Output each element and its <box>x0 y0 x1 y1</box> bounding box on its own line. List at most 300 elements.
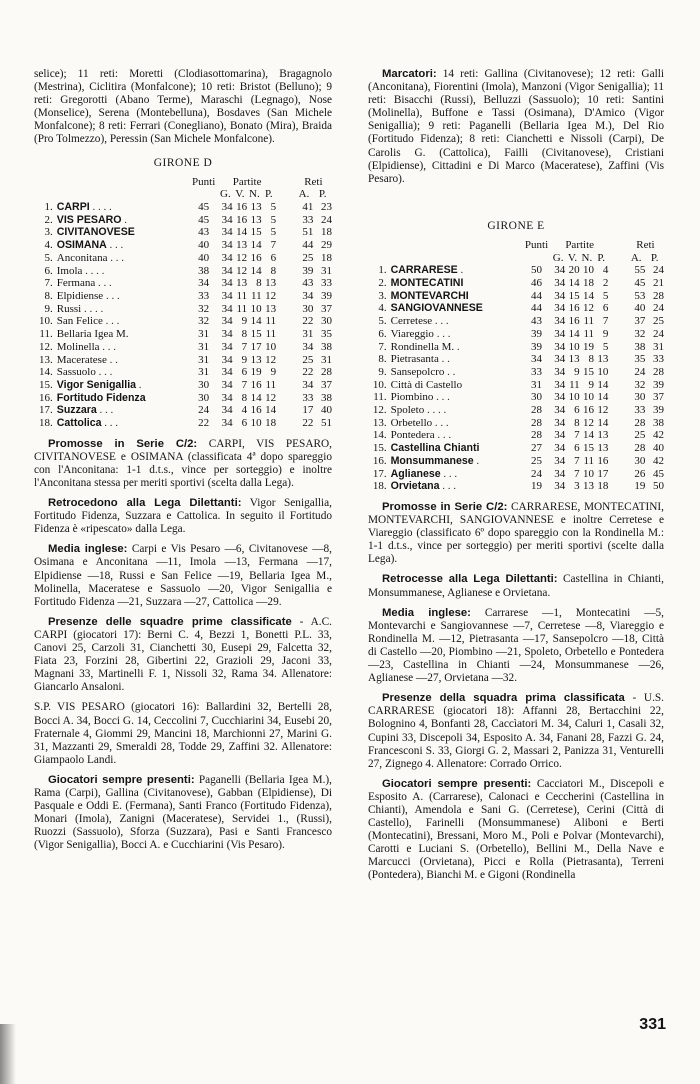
team-name-cell <box>391 404 523 417</box>
cell-p: 6 <box>270 251 277 264</box>
cell-g: 34 <box>221 277 233 290</box>
cell-ra: 37 <box>321 378 332 391</box>
cell-p: 5 <box>270 213 277 226</box>
cell-n: 10 <box>583 467 595 480</box>
cell-ra: 42 <box>653 429 664 442</box>
team-name: Vigor Senigallia <box>56 378 137 391</box>
leader-dots: . . . . <box>89 201 112 214</box>
cell-pts: 40 <box>198 239 210 252</box>
cell-g: 34 <box>554 454 566 467</box>
cell-p: 7 <box>270 239 277 252</box>
cell-pts: 40 <box>198 251 210 264</box>
team-name: Aglianese <box>390 467 441 480</box>
leader-dots: . <box>457 264 464 277</box>
cell-v: 16 <box>236 213 248 226</box>
cell-ra: 45 <box>653 467 664 480</box>
cell-n: 10 <box>583 264 595 277</box>
cell-v: 14 <box>568 327 580 340</box>
cell-g: 34 <box>221 353 233 366</box>
team-name: Fermana <box>56 277 96 290</box>
cell-rf: 25 <box>634 429 646 442</box>
cell-n: 11 <box>583 454 595 467</box>
leader-dots: . . . <box>434 429 452 442</box>
cell-pts: 45 <box>198 201 210 214</box>
col-p: P. <box>265 188 273 201</box>
cell-g: 34 <box>221 328 233 341</box>
cell-v: 16 <box>236 201 248 214</box>
team-name: Pietrasanta <box>390 353 439 366</box>
cell-rf: 33 <box>302 213 314 226</box>
table-row <box>368 455 664 468</box>
cell-n: 15 <box>250 226 262 239</box>
team-name: Suzzara <box>56 404 97 417</box>
cell-ra: 50 <box>653 480 664 493</box>
team-name: Monsummanese <box>390 454 474 467</box>
cell-p: 14 <box>597 391 609 404</box>
team-name-cell <box>391 328 523 341</box>
cell-g: 34 <box>554 327 566 340</box>
table-row <box>34 328 332 341</box>
spacer-cell <box>276 417 295 430</box>
cell-rf: 40 <box>634 302 646 315</box>
cell-pos: 16. <box>39 391 53 404</box>
cell-ra: 51 <box>321 417 332 430</box>
cell-rf: 30 <box>634 391 646 404</box>
cell-pos: 4. <box>44 239 53 252</box>
cell-v: 11 <box>569 378 580 391</box>
cell-v: 6 <box>241 417 248 430</box>
col-partite: Partite <box>232 175 262 188</box>
cell-ra: 18 <box>321 226 332 239</box>
cell-rf: 17 <box>302 404 314 417</box>
cell-pos: 3. <box>378 289 387 302</box>
table-row <box>34 214 332 227</box>
cell-ra: 31 <box>321 353 332 366</box>
cell-g: 34 <box>554 353 566 366</box>
spacer-cell <box>608 341 627 354</box>
table-row <box>368 264 664 277</box>
cell-n: 14 <box>250 315 262 328</box>
spacer-cell <box>608 290 627 303</box>
cell-v: 7 <box>241 340 248 353</box>
cell-p: 12 <box>265 353 277 366</box>
leader-dots: . . . <box>432 416 449 429</box>
leader-dots: . <box>454 340 460 353</box>
cell-pos: 9. <box>44 302 53 315</box>
col-reti: Reti <box>304 175 323 188</box>
team-name-cell <box>391 302 523 315</box>
cell-n: 16 <box>250 404 262 417</box>
cell-rf: 22 <box>302 366 314 379</box>
spacer-cell <box>276 303 295 316</box>
leader-dots: . . . <box>433 391 450 404</box>
cell-pos: 16. <box>372 454 387 467</box>
page-number: 331 <box>639 1016 666 1033</box>
cell-p: 5 <box>270 201 277 214</box>
team-name: Molinella <box>56 340 100 353</box>
girone-e-standings <box>368 239 664 493</box>
cell-pos: 1. <box>378 264 387 277</box>
cell-n: 10 <box>583 391 595 404</box>
team-name-cell <box>391 353 523 366</box>
table-row <box>368 341 664 354</box>
table-row <box>34 252 332 265</box>
cell-rf: 32 <box>634 378 646 391</box>
cell-g: 34 <box>554 264 566 277</box>
spacer-cell <box>276 201 295 214</box>
media-inglese-d: Media inglese: Carpi e Vis Pesaro —6, Civitanovese —8, Osimana e Anconitana —11, Imola —13, Fermana —17, Elpidiense —18, Russi e San Felice —19, Bellaria Igea M., Molinella, Maceratese e Sassuolo —20, Vigor Senigallia e Fortitudo Fidenza —21, Suzzara —27, Cattolica —29. <box>34 543 332 608</box>
team-name: Città di Castello <box>390 378 463 391</box>
cell-n: 13 <box>250 353 262 366</box>
cell-n: 16 <box>250 378 262 391</box>
cell-rf: 38 <box>634 340 646 353</box>
cell-g: 34 <box>554 442 566 455</box>
leader-dots: . . . . <box>81 302 104 315</box>
team-name: Orbetello <box>390 416 433 429</box>
team-name: Cattolica <box>56 417 102 430</box>
cell-ra: 33 <box>321 277 332 290</box>
cell-pts: 30 <box>198 391 210 404</box>
cell-ra: 24 <box>321 213 332 226</box>
cell-g: 34 <box>221 213 233 226</box>
team-name-cell <box>57 354 189 367</box>
table-row <box>368 366 664 379</box>
table-row <box>34 354 332 367</box>
table-row <box>34 201 332 214</box>
table-row <box>368 480 664 493</box>
team-name-cell <box>391 391 523 404</box>
team-name-cell <box>57 277 189 290</box>
cell-rf: 34 <box>302 378 314 391</box>
table-row <box>34 341 332 354</box>
cell-v: 8 <box>241 328 248 341</box>
table-row <box>34 392 332 405</box>
cell-ra: 25 <box>653 315 664 328</box>
team-name: CIVITANOVESE <box>56 226 135 239</box>
cell-pos: 15. <box>372 442 387 455</box>
spacer-cell <box>276 239 295 252</box>
cell-v: 9 <box>241 353 248 366</box>
presenze-d: Presenze delle squadre prime classificate - A.C. CARPI (giocatori 17): Berni C. 4, Bezzi 1, Bonetti P.L. 33, Canovi 25, Carzoli 31, Cianchetti 30, Eusepi 29, Falcetta 32, Fiata 23, Forzini 28, Gibertini 22, Grazioli 29, Jaconi 33, Magnani 33, Martinelli F. 1, Nissoli 32, Rama 34. Allenatore: Giancarlo Ansaloni. <box>34 615 332 694</box>
cell-v: 7 <box>574 454 580 467</box>
cell-g: 34 <box>221 226 233 239</box>
col-pp: P. <box>650 251 659 264</box>
cell-rf: 37 <box>634 315 646 328</box>
spacer-cell <box>276 354 295 367</box>
cell-rf: 32 <box>634 327 646 340</box>
team-name-cell <box>57 341 189 354</box>
cell-v: 8 <box>241 391 248 404</box>
cell-rf: 19 <box>634 480 646 493</box>
table-row <box>368 391 664 404</box>
table-row <box>368 404 664 417</box>
spacer-cell <box>276 290 295 303</box>
cell-pos: 10. <box>39 315 53 328</box>
team-name: Anconitana <box>56 251 108 264</box>
cell-ra: 24 <box>653 302 664 315</box>
cell-v: 9 <box>574 365 580 378</box>
col-p: P. <box>597 251 606 264</box>
cell-g: 34 <box>221 315 233 328</box>
cell-p: 12 <box>265 391 277 404</box>
team-name-cell <box>391 264 523 277</box>
leader-dots: . . . <box>101 417 118 430</box>
cell-p: 9 <box>602 327 609 340</box>
spacer-cell <box>608 417 627 430</box>
team-name-cell <box>57 417 189 430</box>
cell-pos: 9. <box>378 365 387 378</box>
cell-pts: 33 <box>198 289 210 302</box>
cell-g: 34 <box>554 480 566 493</box>
cell-ra: 40 <box>321 404 332 417</box>
spacer-cell <box>276 315 295 328</box>
col-reti: Reti <box>636 238 655 251</box>
cell-rf: 43 <box>302 277 314 290</box>
cell-n: 13 <box>250 213 262 226</box>
team-name-cell <box>57 379 189 392</box>
cell-v: 10 <box>568 391 580 404</box>
cell-n: 13 <box>250 201 262 214</box>
team-name: MONTEVARCHI <box>390 289 469 302</box>
cell-g: 34 <box>554 315 566 328</box>
table-row <box>368 442 664 455</box>
team-name-cell <box>391 341 523 354</box>
cell-v: 13 <box>236 277 248 290</box>
spacer-cell <box>276 392 295 405</box>
cell-rf: 28 <box>634 442 646 455</box>
table-row <box>34 366 332 379</box>
team-name: Rondinella M. <box>390 340 455 353</box>
cell-rf: 31 <box>302 328 314 341</box>
cell-g: 34 <box>554 416 566 429</box>
col-punti: Punti <box>192 175 216 188</box>
cell-pos: 5. <box>378 315 387 328</box>
col-partite: Partite <box>565 238 595 251</box>
scorers-continued: selice); 11 reti: Moretti (Clodiasottomarina), Bragagnolo (Mestrina), Ciclitira (Monfalcone); 10 reti: Bristot (Belluno); 9 reti: Gregorotti (Abano Terme), Maraschi (Legnago), Nose (Monselice), Serena (Montebelluna), Bosdaves (San Michele Monfalcone); 8 reti: Ferrari (Conegliano), Bonato (Mira), Braida (Pro Tolmezzo), Peressin (San Michele Monfalcone). <box>34 68 332 146</box>
cell-n: 16 <box>583 404 595 417</box>
cell-p: 10 <box>597 365 609 378</box>
cell-pts: 43 <box>531 315 543 328</box>
cell-p: 13 <box>265 277 277 290</box>
spacer-cell <box>276 265 295 278</box>
cell-n: 12 <box>583 416 595 429</box>
cell-n: 14 <box>583 289 595 302</box>
spacer-cell <box>276 226 295 239</box>
cell-ra: 37 <box>321 302 332 315</box>
cell-rf: 30 <box>302 302 314 315</box>
spacer-cell <box>608 264 627 277</box>
table-row <box>368 315 664 328</box>
cell-pts: 39 <box>531 327 543 340</box>
team-name-cell <box>57 214 189 227</box>
cell-rf: 22 <box>302 315 314 328</box>
table-row <box>34 315 332 328</box>
always-present-e: Giocatori sempre presenti: Cacciatori M., Discepoli e Esposito A. (Carrarese), Calonaci e Ceccherini (Castellina in Chianti), Amendola e Sani G. (Cerretese), Cerini (Città di Castello), Farinelli (Monsummanese) Aliboni e Berti (Montecatini), Bressani, Moro M., Poli e Polvar (Montevarchi), Carotti e Luciani S. (Orbetello), Bellini M., Della Nave e Marcucci (Orvietana), Picci e Rolla (Pietrasanta), Terreni (Pontedera), Bianchi M. e Gigoni (Rondinella <box>368 777 665 882</box>
cell-pts: 46 <box>531 277 543 290</box>
cell-ra: 39 <box>653 404 664 417</box>
cell-g: 34 <box>221 302 233 315</box>
table-row <box>368 277 664 290</box>
cell-rf: 39 <box>302 264 314 277</box>
leader-dots: . . . <box>107 251 124 264</box>
team-name-cell <box>391 277 523 290</box>
cell-p: 8 <box>270 264 277 277</box>
cell-pos: 17. <box>372 467 387 480</box>
cell-p: 14 <box>265 404 277 417</box>
cell-v: 7 <box>574 429 580 442</box>
cell-p: 2 <box>602 277 609 290</box>
team-name: SANGIOVANNESE <box>390 302 483 315</box>
team-name: Piombino <box>390 391 434 404</box>
cell-p: 18 <box>597 480 609 493</box>
cell-ra: 39 <box>653 378 664 391</box>
table-row <box>34 379 332 392</box>
spacer-cell <box>608 442 627 455</box>
relegation-note-e: Retrocesse alla Lega Dilettanti: Castellina in Chianti, Monsummanese, Aglianese e Orvietana. <box>368 573 664 599</box>
cell-n: 12 <box>583 302 595 315</box>
cell-pts: 22 <box>198 417 210 430</box>
team-name-cell <box>391 290 523 303</box>
team-name-cell <box>57 226 189 239</box>
cell-p: 10 <box>265 340 277 353</box>
cell-ra: 24 <box>653 327 664 340</box>
team-name: Pontedera <box>390 429 435 442</box>
spacer-cell <box>276 379 295 392</box>
cell-p: 7 <box>602 315 609 328</box>
cell-n: 15 <box>583 365 595 378</box>
cell-rf: 53 <box>634 289 646 302</box>
table-row <box>34 303 332 316</box>
spacer-cell <box>276 328 295 341</box>
cell-g: 34 <box>221 201 233 214</box>
leader-dots: . . . . <box>424 404 447 417</box>
team-name: Spoleto <box>390 404 425 417</box>
cell-n: 18 <box>583 277 595 290</box>
team-name: Castellina Chianti <box>390 442 480 455</box>
cell-v: 15 <box>568 289 580 302</box>
cell-pts: 44 <box>531 302 543 315</box>
cell-n: 19 <box>250 366 262 379</box>
cell-rf: 35 <box>634 353 646 366</box>
cell-pts: 38 <box>198 264 210 277</box>
team-name: Cerretese <box>390 315 433 328</box>
leader-dots: . . . <box>433 327 451 340</box>
cell-ra: 18 <box>321 251 332 264</box>
cell-ra: 35 <box>321 328 332 341</box>
cell-n: 14 <box>583 429 595 442</box>
cell-pos: 10. <box>372 378 387 391</box>
table-row <box>34 417 332 430</box>
cell-pts: 31 <box>198 366 210 379</box>
spacer-cell <box>608 391 627 404</box>
cell-pts: 43 <box>198 226 210 239</box>
leader-dots: . <box>473 454 480 467</box>
cell-pts: 19 <box>531 480 543 493</box>
cell-pos: 2. <box>44 213 53 226</box>
cell-pts: 28 <box>531 404 543 417</box>
cell-p: 12 <box>265 289 277 302</box>
cell-p: 16 <box>597 454 609 467</box>
cell-ra: 28 <box>321 366 332 379</box>
spacer-cell <box>276 404 295 417</box>
team-name: Imola <box>56 264 83 277</box>
cell-p: 11 <box>265 328 277 341</box>
cell-p: 11 <box>265 378 277 391</box>
leader-dots: . <box>136 378 142 391</box>
cell-pts: 28 <box>531 429 543 442</box>
leader-dots: . . <box>444 365 456 378</box>
cell-g: 34 <box>554 391 566 404</box>
cell-n: 8 <box>256 277 262 290</box>
cell-ra: 38 <box>321 340 332 353</box>
cell-g: 34 <box>221 239 233 252</box>
team-name-cell <box>57 366 189 379</box>
cell-g: 34 <box>554 365 566 378</box>
cell-n: 15 <box>583 442 595 455</box>
spacer-cell <box>276 252 295 265</box>
cell-pts: 28 <box>531 416 543 429</box>
table-row <box>368 290 664 303</box>
cell-rf: 22 <box>302 417 314 430</box>
team-name: CARRARESE <box>390 264 458 277</box>
team-name-cell <box>57 201 189 214</box>
cell-n: 13 <box>583 480 595 493</box>
cell-g: 34 <box>221 289 233 302</box>
col-n: N. <box>581 251 593 264</box>
spacer-cell <box>608 429 627 442</box>
cell-rf: 25 <box>302 251 314 264</box>
spacer-cell <box>608 379 627 392</box>
leader-dots: . . . <box>439 480 456 493</box>
cell-rf: 26 <box>634 467 646 480</box>
team-name-cell <box>57 392 189 405</box>
team-name: MONTECATINI <box>390 277 464 290</box>
team-name-cell <box>57 303 189 316</box>
cell-ra: 37 <box>653 391 664 404</box>
leader-dots: . . . <box>96 404 114 417</box>
cell-v: 3 <box>574 480 580 493</box>
team-name: Bellaria Igea M. <box>56 328 129 341</box>
team-name-cell <box>391 429 523 442</box>
cell-rf: 24 <box>634 365 646 378</box>
cell-ra: 38 <box>653 416 664 429</box>
cell-ra: 42 <box>653 454 664 467</box>
cell-pts: 32 <box>198 302 210 315</box>
cell-p: 6 <box>602 302 609 315</box>
cell-v: 13 <box>568 353 580 366</box>
cell-p: 4 <box>602 264 609 277</box>
cell-v: 11 <box>236 302 248 315</box>
cell-rf: 33 <box>634 404 646 417</box>
cell-pts: 31 <box>198 340 210 353</box>
cell-v: 13 <box>236 239 248 252</box>
team-name-cell <box>391 455 523 468</box>
leader-dots: . <box>121 213 128 226</box>
cell-ra: 33 <box>653 353 664 366</box>
cell-pos: 14. <box>39 366 53 379</box>
table-row <box>34 290 332 303</box>
cell-v: 10 <box>568 340 580 353</box>
cell-pts: 45 <box>198 213 210 226</box>
table-row <box>368 379 664 392</box>
cell-pos: 8. <box>44 289 53 302</box>
cell-n: 19 <box>583 340 595 353</box>
cell-pos: 11. <box>39 328 53 341</box>
cell-p: 5 <box>602 289 609 302</box>
cell-pos: 12. <box>372 404 387 417</box>
girone-d-standings <box>34 176 332 430</box>
col-v: V. <box>235 188 245 201</box>
